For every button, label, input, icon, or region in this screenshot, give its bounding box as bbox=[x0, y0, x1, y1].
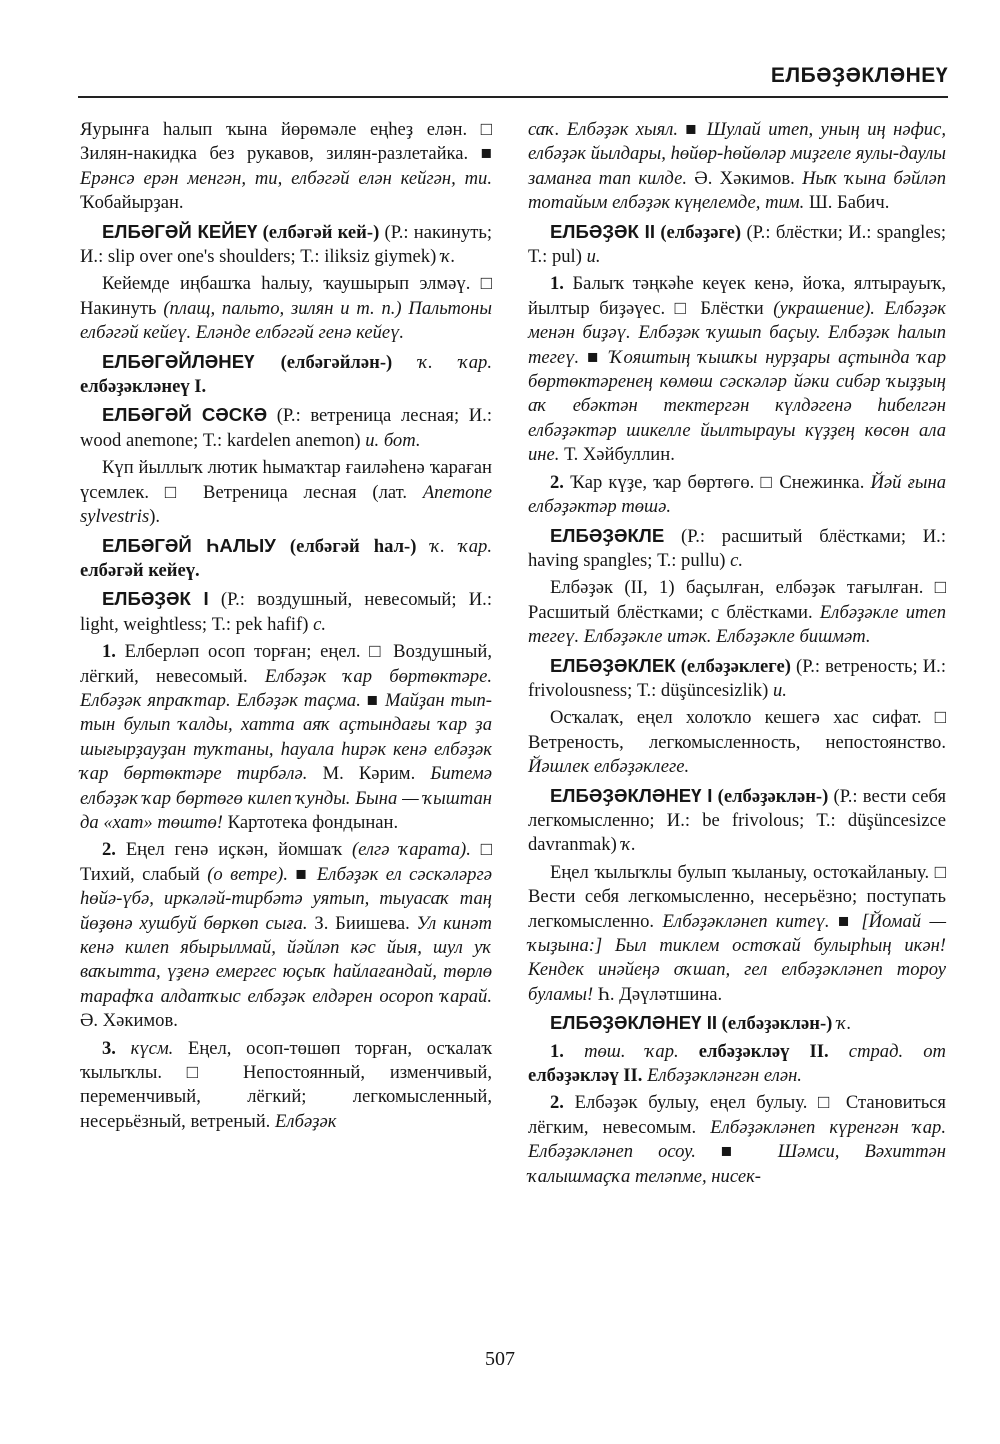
text: Елберләп осоп торған; еңел. □ Воздушный, лёгкий, невесомый. bbox=[80, 641, 492, 687]
sense-2 bbox=[528, 471, 946, 520]
text: Балыҡ тәңкәһе кеүек кенә, йоҡа, ялтырауыҡ, йылтыр биҙәүес. □ Блёстки bbox=[528, 273, 946, 319]
headword: ЕЛБӘГӘЙ СӘСКӘ bbox=[102, 404, 268, 426]
definition bbox=[528, 861, 946, 1007]
sense-3 bbox=[80, 1037, 492, 1135]
page-number: 507 bbox=[485, 1348, 515, 1370]
example-text: (плащ, пальто, зилян и т. п.) Пальтоны елбәгәй кейеү. Еләнде елбәгәй генә кейеү. bbox=[80, 297, 492, 344]
example-text: Ул кинәт кенә килеп ябырылмай, йәйләп кәс йыя, шул уҡ ваҡытта, үҙенә емергес юҫыҡ һайлағандай, төрлө тарафҡа алдатҡыс елбәҙәк елдәрен осороп ҡарай. bbox=[80, 912, 492, 1007]
headword: ЕЛБӘҘӘКЛЕ bbox=[550, 524, 665, 546]
sense-number: 2. bbox=[102, 839, 116, 861]
text: Яурынға һалып ҡына йөрөмәле еңһеҙ елән. □ Зилян-накидка без рукавов, зилян-разлетайка. ■ bbox=[80, 119, 492, 165]
text: Ҡар күҙе, ҡар бөртөгө. □ Снежинка. bbox=[563, 471, 871, 493]
sense-number: 1. bbox=[550, 273, 564, 295]
headword: ЕЛБӘГӘЙ ҺАЛЫУ bbox=[102, 534, 276, 556]
headword-stem: (елбәҙәге) bbox=[655, 221, 742, 243]
translations: (Р.: блёстки; И.: spangles; Т.: pul) bbox=[528, 221, 946, 268]
sense-number: 1. bbox=[550, 1040, 564, 1062]
example-text: Елбәҙәкләнгән елән. bbox=[642, 1065, 802, 1087]
text: ). bbox=[149, 506, 161, 528]
example-text: Елбәҙәк ел сәскәләргә һөйә-үбә, иркәләй-тирбәтә уятып, тыуасаҡ таң йөҙөнә хушбуй бөркөп сыға. bbox=[80, 863, 492, 934]
sense-2 bbox=[80, 838, 492, 1033]
paragraph-continuation bbox=[528, 118, 946, 216]
example-text: Битемә елбәҙәк ҡар бөртөгө килеп ҡунды. Бына — ҡыштан да «хат» төштө! bbox=[80, 763, 492, 833]
text: □ Тихий, слабый bbox=[80, 839, 492, 885]
usage-note: страд. от bbox=[828, 1040, 946, 1062]
usage-note: (елгә ҡарата). bbox=[351, 839, 471, 861]
part-of-speech: ҡ. ҡар. bbox=[392, 351, 492, 373]
text: ■ bbox=[579, 346, 610, 368]
entry-elbagay-halyu bbox=[80, 534, 492, 584]
translations: (Р.: вести себя легкомысленно; И.: be frivolous; Т.: düşüncesizce davranmak) bbox=[528, 785, 946, 856]
latin-name: Anemone sylvestris bbox=[80, 481, 492, 528]
sense-1 bbox=[528, 272, 946, 467]
source-citation: Т. Хәйбуллин. bbox=[559, 444, 675, 466]
example-text: Елбәҙәкле итеп тегеү. Елбәҙәкле итәк. Елбәҙәкле бишмәт. bbox=[528, 601, 947, 648]
example-text: Йәшлек елбәҙәклеге. bbox=[528, 756, 690, 778]
part-of-speech: и. bbox=[586, 246, 601, 268]
part-of-speech: ҡ. ҡар. bbox=[416, 535, 492, 557]
sense-number: 2. bbox=[550, 471, 564, 493]
usage-note: күсм. bbox=[115, 1037, 174, 1059]
entry-elbazakle bbox=[528, 524, 946, 574]
definition bbox=[80, 272, 492, 345]
entry-elbazaklek bbox=[528, 654, 946, 704]
example-text: Ерәнсә ерән менгән, ти, елбәгәй елән кейгән, ти. bbox=[80, 167, 492, 189]
text: Елбәҙәк (II, 1) баҫылған, елбәҙәк тағылған. □ Расшитый блёстками; с блёстками. bbox=[528, 577, 946, 623]
headword: ЕЛБӘҘӘКЛӘНЕҮ I bbox=[550, 784, 713, 806]
headword-stem: (елбәгәйлән-) bbox=[254, 351, 393, 373]
source-citation: Ә. Хәкимов. bbox=[686, 167, 803, 189]
text: Күп йыллыҡ лютик һымаҡтар ғаиләһенә ҡараған үсемлек. □ Ветреница лесная (лат. bbox=[80, 457, 492, 503]
example-text: Ҡояштың ҡышҡы нурҙары аҫтында ҡар бөртөктәренең көмөш сәскәләр йәки сибәр ҡыҙҙың аҡ ебәктән тектергән күлдәгенә һибелгән елбәҙәктәр шикелле йылтырауы күҙҙең көсөн ала ине. bbox=[528, 346, 947, 466]
headword: ЕЛБӘҘӘКЛЕК bbox=[550, 654, 676, 676]
source-citation: Ә. Хәкимов. bbox=[80, 1010, 178, 1032]
entry-elbazaklaneu-1 bbox=[528, 784, 946, 858]
example-text: (украшение). Елбәҙәк менән биҙәү. Елбәҙәк ҡушып баҫыу. Елбәҙәк һалып тегеү. bbox=[528, 297, 946, 368]
cross-reference: елбәҙәкләү II. bbox=[528, 1065, 643, 1087]
headword: ЕЛБӘҘӘК II bbox=[550, 220, 655, 242]
source-citation: Ҡобайырҙан. bbox=[80, 192, 184, 214]
running-head: ЕЛБӘҘӘКЛӘНЕҮ bbox=[770, 64, 948, 87]
headword: ЕЛБӘГӘЙЛӘНЕҮ bbox=[102, 350, 255, 372]
text: Елбәҙәк булыу, еңел булыу. □ Становиться лёгким, невесомым. bbox=[528, 1092, 946, 1138]
paragraph-continuation bbox=[80, 118, 492, 216]
headword-stem: (елбәгәй һал-) bbox=[275, 535, 417, 557]
headword-stem: (елбәҙәклән-) bbox=[712, 785, 829, 807]
text: ■ bbox=[695, 1141, 778, 1163]
header-rule bbox=[78, 96, 948, 98]
entry-elbagay-saska bbox=[80, 403, 492, 453]
translations: (Р.: воздушный, невесомый; И.: light, weightless; Т.: pek hafif) bbox=[80, 589, 492, 635]
part-of-speech: ҡ. bbox=[440, 246, 456, 268]
text: Еңел ҡылыҡлы булып ҡыланыу, остоҡайланыу. □ Вести себя легкомысленно, несерьёзно; поступать легкомысленно. bbox=[528, 861, 946, 932]
sense-number: 2. bbox=[550, 1092, 564, 1114]
example-text: Ныҡ ҡына бәйләп тотайым елбәҙәк күңелемде, тим. bbox=[528, 167, 946, 214]
usage-note: төш. ҡар. bbox=[563, 1040, 679, 1062]
text: Еңел генә иҫкән, йомшаҡ bbox=[115, 839, 352, 861]
entry-elbazak-1 bbox=[80, 587, 492, 637]
entry-elbazak-2 bbox=[528, 220, 946, 270]
source-citation: Ш. Бабич. bbox=[804, 192, 890, 214]
part-of-speech: с. bbox=[313, 613, 326, 635]
headword: ЕЛБӘГӘЙ КЕЙЕҮ bbox=[102, 220, 258, 242]
example-text: Елбәҙәк ҡар бөртөктәре. Елбәҙәк япраҡтар. Елбәҙәк таҫма. bbox=[80, 665, 493, 711]
part-of-speech: и. bbox=[773, 679, 787, 701]
translations: (Р.: расшитый блёстками; И.: having spangles; Т.: pullu) bbox=[528, 525, 946, 571]
part-of-speech: ҡ. bbox=[621, 834, 636, 856]
definition bbox=[528, 576, 946, 649]
text: ■ bbox=[678, 119, 707, 140]
example-text: Майҙан тып-тын булып ҡалды, хатта аяҡ аҫтындағы ҡар ҙа шығырҙауҙан туҡтаны, һауала һирәк кенә елбәҙәк ҡар бөртөктәре тирбәлә. bbox=[80, 689, 492, 785]
headword-stem: (елбәҙәклән-) bbox=[717, 1013, 833, 1035]
translations: (Р.: ветреность; И.: frivolousness; Т.: düşüncesizlik) bbox=[528, 655, 947, 701]
text: ■ bbox=[360, 689, 386, 711]
sense-number: 3. bbox=[102, 1037, 116, 1059]
entry-elbagaylaneu bbox=[80, 350, 492, 400]
cross-reference: елбәгәй кейеү. bbox=[80, 559, 200, 581]
source-citation: Картотека фондынан. bbox=[223, 811, 399, 833]
sense-1 bbox=[80, 640, 492, 835]
source-citation: М. Кәрим. bbox=[307, 763, 431, 785]
sense-number: 1. bbox=[102, 641, 116, 663]
part-of-speech: ҡ. bbox=[832, 1013, 852, 1035]
example-text: саҡ. Елбәҙәк хыял. bbox=[528, 119, 679, 140]
example-text: Шулай итеп, уның иң нәфис, елбәҙәк йылдары, һөйөр-һөйөләр миҙгеле яулы-даулы заманға тап килде. bbox=[528, 119, 946, 189]
left-column bbox=[80, 118, 492, 1137]
cross-reference: елбәҙәкләү II. bbox=[678, 1040, 829, 1062]
headword-stem: (елбәҙәклеге) bbox=[675, 655, 791, 677]
right-column bbox=[528, 118, 946, 1192]
entry-elbazaklaneu-2 bbox=[528, 1011, 946, 1036]
example-text: Елбәҙәкләнеп китеү. bbox=[662, 910, 830, 932]
headword-stem: (елбәгәй кей-) bbox=[257, 221, 380, 243]
definition bbox=[528, 706, 946, 779]
headword: ЕЛБӘҘӘК I bbox=[102, 588, 209, 610]
text: ■ bbox=[288, 863, 317, 885]
text: Кейемде иңбашҡа һалыу, ҡаушырып элмәү. □ Накинуть bbox=[80, 273, 492, 319]
cross-reference: елбәҙәкләнеү I. bbox=[80, 376, 207, 398]
headword: ЕЛБӘҘӘКЛӘНЕҮ II bbox=[550, 1012, 718, 1034]
example-text: Шәмси, Вәхиттән ҡалышмаҫҡа теләпме, нисек- bbox=[528, 1141, 946, 1187]
text: ■ bbox=[829, 910, 862, 932]
example-text: Елбәҙәкләнеп күренгән ҡар. Елбәҙәкләнеп осоу. bbox=[528, 1116, 946, 1163]
part-of-speech: и. бот. bbox=[365, 429, 421, 451]
text: Осҡалаҡ, еңел холоҡло кешегә хас сифат. □ Ветреность, легкомысленность, непостоянство. bbox=[528, 707, 946, 753]
sense-2 bbox=[528, 1091, 946, 1189]
translations: (Р.: накинуть; И.: slip over one's shoulders; Т.: iliksiz giymek) bbox=[80, 221, 493, 268]
translations: (Р.: ветреница лесная; И.: wood anemone; Т.: kardelen anemon) bbox=[80, 405, 492, 451]
entry-elbagay-keyeu bbox=[80, 220, 492, 270]
source-citation: З. Биишева. bbox=[307, 912, 417, 934]
example-text: Йәй ғына елбәҙәктәр төшә. bbox=[528, 471, 946, 518]
text: Еңел, осоп-төшөп торған, осҡалаҡ ҡылыҡлы. □ Непостоянный, изменчивый, переменчивый, лёгкий; легкомысленный, несерьёзный, ветреный. bbox=[80, 1037, 492, 1132]
definition bbox=[80, 456, 492, 529]
part-of-speech: с. bbox=[730, 549, 744, 571]
sense-1 bbox=[528, 1040, 946, 1089]
usage-note: (о ветре). bbox=[207, 863, 289, 885]
example-text: Елбәҙәк bbox=[274, 1110, 337, 1132]
example-text: [Йомай — ҡыҙына:] Был тиклем остоҡай булырһың икән! Кендек инәйеңә оҡшап, гел елбәҙәкләнеп тороу буламы! bbox=[528, 910, 947, 1005]
source-citation: Һ. Дәүләтшина. bbox=[593, 983, 723, 1005]
